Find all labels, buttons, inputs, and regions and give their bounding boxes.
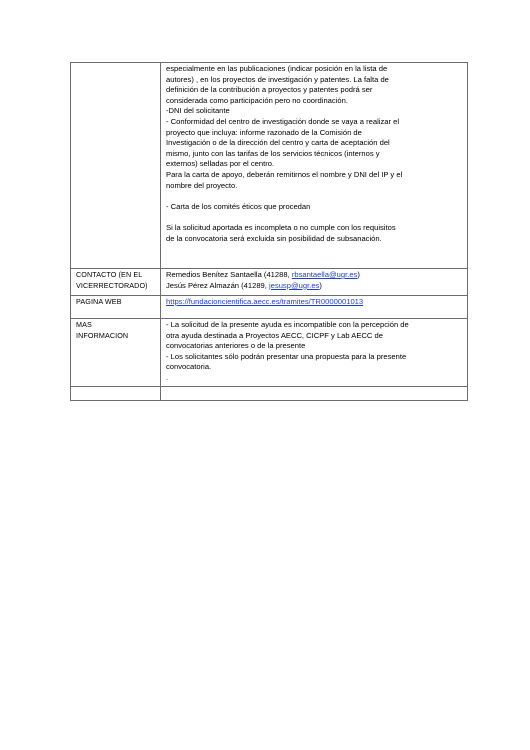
more-info-label-cell <box>71 319 161 387</box>
web-label: PAGINA WEB <box>76 297 122 306</box>
more-info-line: otra ayuda destinada a Proyectos AECC, CICPF y Lab AECC de <box>166 330 383 340</box>
contact-person-suffix: ) <box>357 270 360 279</box>
more-info-row <box>71 319 468 387</box>
contact-person-name: Remedios Benítez Santaella (41288, <box>166 270 292 279</box>
requirements-line: nombre del proyecto. <box>166 180 238 190</box>
requirements-line: especialmente en las publicaciones (indicar posición en la lista de <box>166 64 388 73</box>
spacer <box>166 191 463 202</box>
contact-content-cell <box>161 269 468 296</box>
contact-label: CONTACTO (EN EL <box>76 270 143 279</box>
web-row <box>71 296 468 319</box>
requirements-row <box>71 63 468 269</box>
contact-label-cell <box>71 269 161 296</box>
requirements-line: definición de la contribución a proyectos y patentes podrá ser <box>166 85 373 95</box>
contact-email-link[interactable]: rbsantaella@ugr.es <box>291 270 358 279</box>
ethics-requirement: - Carta de los comités éticos que procedan <box>166 201 311 211</box>
requirements-line: considerada como participación pero no coordinación. <box>166 95 348 105</box>
contact-person-name: Jesús Pérez Almazán (41289, <box>166 280 269 290</box>
requirements-line: mismo, junto con las tarifas de los servicios técnicos (internos y <box>166 148 380 158</box>
spacer <box>166 212 463 223</box>
more-info-line: convocatoria. <box>166 362 212 372</box>
more-info-line: - Los solicitantes sólo podrán presentar una propuesta para la presente <box>166 351 407 361</box>
requirements-line: - Conformidad del centro de investigación donde se vaya a realizar el <box>166 116 400 126</box>
contact-label: VICERRECTORADO) <box>76 280 148 290</box>
more-info-label: INFORMACION <box>76 330 129 340</box>
call-details-table <box>70 62 468 401</box>
contact-person <box>166 281 463 292</box>
contact-row <box>71 269 468 296</box>
contact-person-suffix: ) <box>319 280 322 290</box>
more-info-line: convocatorias anteriores o de la presente <box>166 341 306 351</box>
more-info-line: . <box>166 372 169 382</box>
empty-label-cell <box>71 386 161 400</box>
warning-line: Si la solicitud aportada es incompleta o no cumple con los requisitos <box>166 222 396 232</box>
empty-content-cell <box>161 386 468 400</box>
requirements-line: externos) selladas por el centro. <box>166 159 275 169</box>
more-info-line: - La solicitud de la presente ayuda es incompatible con la percepción de <box>166 320 409 329</box>
warning-line: de la convocatoria será excluida sin posibilidad de subsanación. <box>166 233 382 243</box>
more-info-label: MAS <box>76 320 92 329</box>
requirements-line: Para la carta de apoyo, deberán remitirnos el nombre y DNI del IP y el <box>166 169 403 179</box>
web-content-cell <box>161 296 468 319</box>
more-info-content-cell <box>161 319 468 387</box>
contact-email-link[interactable]: jesusp@ugr.es <box>269 280 320 290</box>
web-url-link[interactable]: https://fundacioncientifica.aecc.es/tramites/TR0000001013 <box>166 297 364 306</box>
requirements-label-cell <box>71 63 161 269</box>
requirements-line: proyecto que incluya: informe razonado de la Comisión de <box>166 127 362 137</box>
web-label-cell <box>71 296 161 319</box>
requirements-line: Investigación o de la dirección del centro y carta de aceptación del <box>166 138 390 148</box>
requirements-content-cell <box>161 63 468 269</box>
requirements-line: -DNI del solicitante <box>166 106 230 116</box>
requirements-line: autores) , en los proyectos de investigación y patentes. La falta de <box>166 74 389 84</box>
empty-row <box>71 386 468 400</box>
contact-person <box>166 270 463 281</box>
